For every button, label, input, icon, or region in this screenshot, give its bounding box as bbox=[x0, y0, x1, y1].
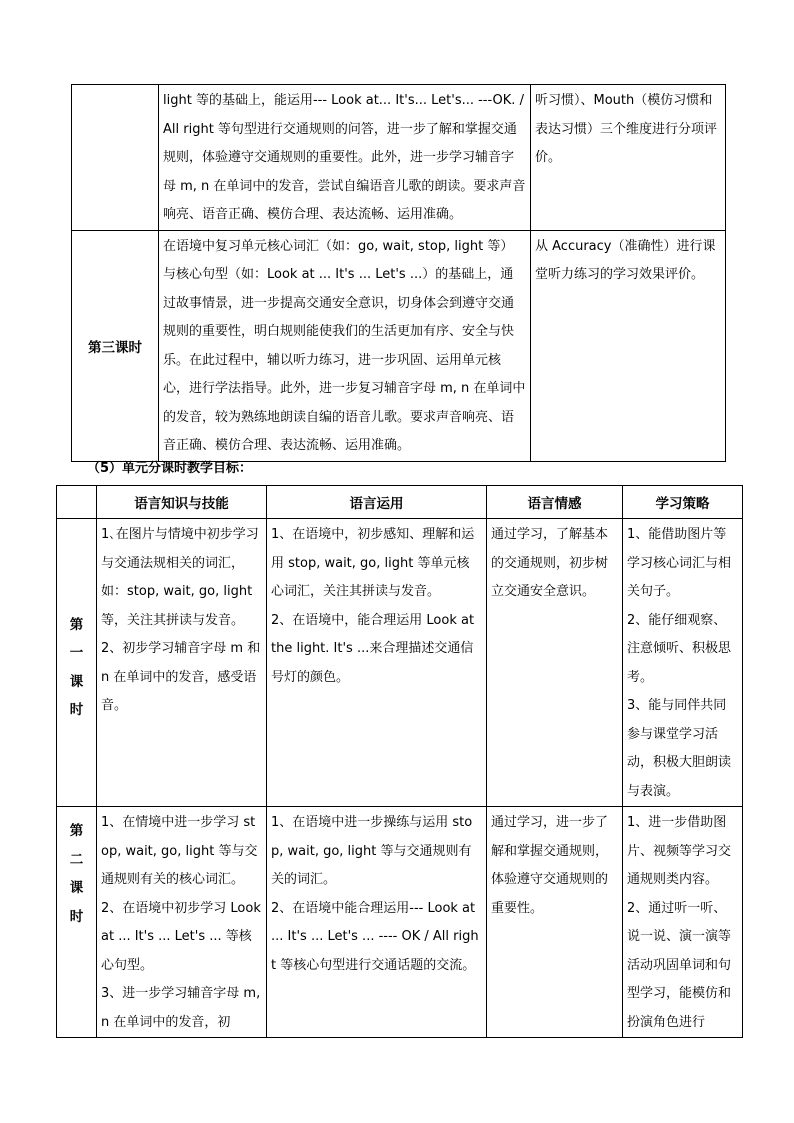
header-knowledge: 语言知识与技能 bbox=[97, 486, 267, 519]
list-item: 1、在语境中进一步操练与运用 stop, wait, go, light 等与交通规则有关的词汇。 bbox=[271, 815, 473, 887]
list-item: 2、在语境中能合理运用--- Look at ... It's ... Let's ... ---- OK / All right 等核心句型进行交通话题的交流。 bbox=[271, 900, 479, 973]
lesson-description: light 等的基础上，能运用--- Look at... It's... Let's... ---OK. /All right 等句型进行交通规则的问答，进一步了解和掌握交通规则，体验遵守交通规则的重要性。此外，进一步学习辅音字母 m, n 在单词中的发音，尝试自编语音儿歌的朗读。要求声音响亮、语音正确、模仿合理、表达流畅、运用准确。 bbox=[159, 85, 531, 231]
list-item: 2、通过听一听、说一说、演一演等活动巩固单词和句型学习，能模仿和扮演角色进行 bbox=[627, 900, 732, 1030]
usage-cell bbox=[267, 519, 487, 807]
row-label bbox=[72, 85, 159, 231]
evaluation-description: 听习惯）、Mouth（模仿习惯和表达习惯）三个维度进行分项评价。 bbox=[531, 85, 726, 231]
objectives-table bbox=[56, 485, 743, 1038]
table-row bbox=[57, 807, 743, 1038]
header-cell bbox=[57, 486, 97, 519]
evaluation-description: 从 Accuracy（准确性）进行课堂听力练习的学习效果评价。 bbox=[531, 230, 726, 461]
list-item: 2、在语境中，能合理运用 Look at the light. It's ...来合理描述交通信号灯的颜色。 bbox=[271, 612, 475, 685]
table-row bbox=[57, 519, 743, 807]
lesson-label-char: 二 bbox=[69, 851, 84, 868]
table-row bbox=[72, 230, 726, 461]
lesson-label-char: 课 bbox=[69, 880, 84, 896]
header-emotion: 语言情感 bbox=[487, 486, 623, 519]
lesson-label-char: 时 bbox=[69, 908, 84, 925]
lesson-label-char: 第 bbox=[69, 823, 84, 839]
list-item: 2、能仔细观察、注意倾听、积极思考。 bbox=[627, 612, 732, 685]
lesson-label-char: 第 bbox=[69, 616, 84, 633]
list-item: 1、进一步借助图片、视频等学习交通规则类内容。 bbox=[627, 815, 732, 887]
table-header-row bbox=[57, 486, 743, 519]
usage-cell bbox=[267, 807, 487, 1038]
section-heading: （5）单元分课时教学目标： bbox=[87, 461, 253, 476]
header-usage: 语言运用 bbox=[267, 486, 487, 519]
list-item: 1、在语境中，初步感知、理解和运用 stop, wait, go, light 等单元核心词汇，关注其拼读与发音。 bbox=[271, 527, 475, 599]
list-item: 通过学习，进一步了解和掌握交通规则，体验遵守交通规则的重要性。 bbox=[491, 815, 609, 916]
list-item: 1、在情境中进一步学习 stop, wait, go, light 等与交通规则有关的核心词汇。 bbox=[101, 815, 258, 887]
lesson-description: 在语境中复习单元核心词汇（如：go, wait, stop, light 等）与核心句型（如：Look at ... It's ... Let's ...）的基础上，通过故事情景，进一步提高交通安全意识，切身体会到遵守交通规则的重要性，明白规则能使我们的生活更加有序、安全与快乐。在此过程中，辅以听力练习，进一步巩固、运用单元核心，进行学法指导。此外，进一步复习辅音字母 m, n 在单词中的发音，较为熟练地朗读自编的语音儿歌。要求声音响亮、语音正确、模仿合理、表达流畅、运用准确。 bbox=[159, 230, 531, 461]
header-strategy: 学习策略 bbox=[623, 486, 743, 519]
lesson-plan-table bbox=[71, 84, 726, 462]
lesson-label bbox=[57, 519, 97, 807]
list-item: 1、能借助图片等学习核心词汇与相关句子。 bbox=[627, 527, 732, 599]
strategy-cell bbox=[623, 519, 743, 807]
emotion-cell bbox=[487, 519, 623, 807]
knowledge-cell bbox=[97, 807, 267, 1038]
list-item: 2、在语境中初步学习 Look at ... It's ... Let's ... 等核心句型。 bbox=[101, 900, 261, 973]
emotion-cell bbox=[487, 807, 623, 1038]
row-label: 第三课时 bbox=[72, 230, 159, 461]
lesson-label bbox=[57, 807, 97, 1038]
lesson-label-char: 时 bbox=[69, 702, 84, 718]
lesson-label-char: 一 bbox=[69, 645, 84, 661]
table-row bbox=[72, 85, 726, 231]
list-item: 2、初步学习辅音字母 m 和 n 在单词中的发音，感受语音。 bbox=[101, 641, 261, 713]
strategy-cell bbox=[623, 807, 743, 1038]
list-item: 通过学习，了解基本的交通规则，初步树立交通安全意识。 bbox=[491, 527, 609, 599]
knowledge-cell bbox=[97, 519, 267, 807]
list-item: 1､在图片与情境中初步学习与交通法规相关的词汇，如：stop, wait, go, light等，关注其拼读与发音。 bbox=[101, 527, 259, 628]
list-item: 3、能与同伴共同参与课堂学习活动，积极大胆朗读与表演。 bbox=[627, 698, 732, 799]
lesson-label-char: 课 bbox=[69, 673, 84, 690]
list-item: 3、进一步学习辅音字母 m, n 在单词中的发音，初 bbox=[101, 986, 261, 1030]
